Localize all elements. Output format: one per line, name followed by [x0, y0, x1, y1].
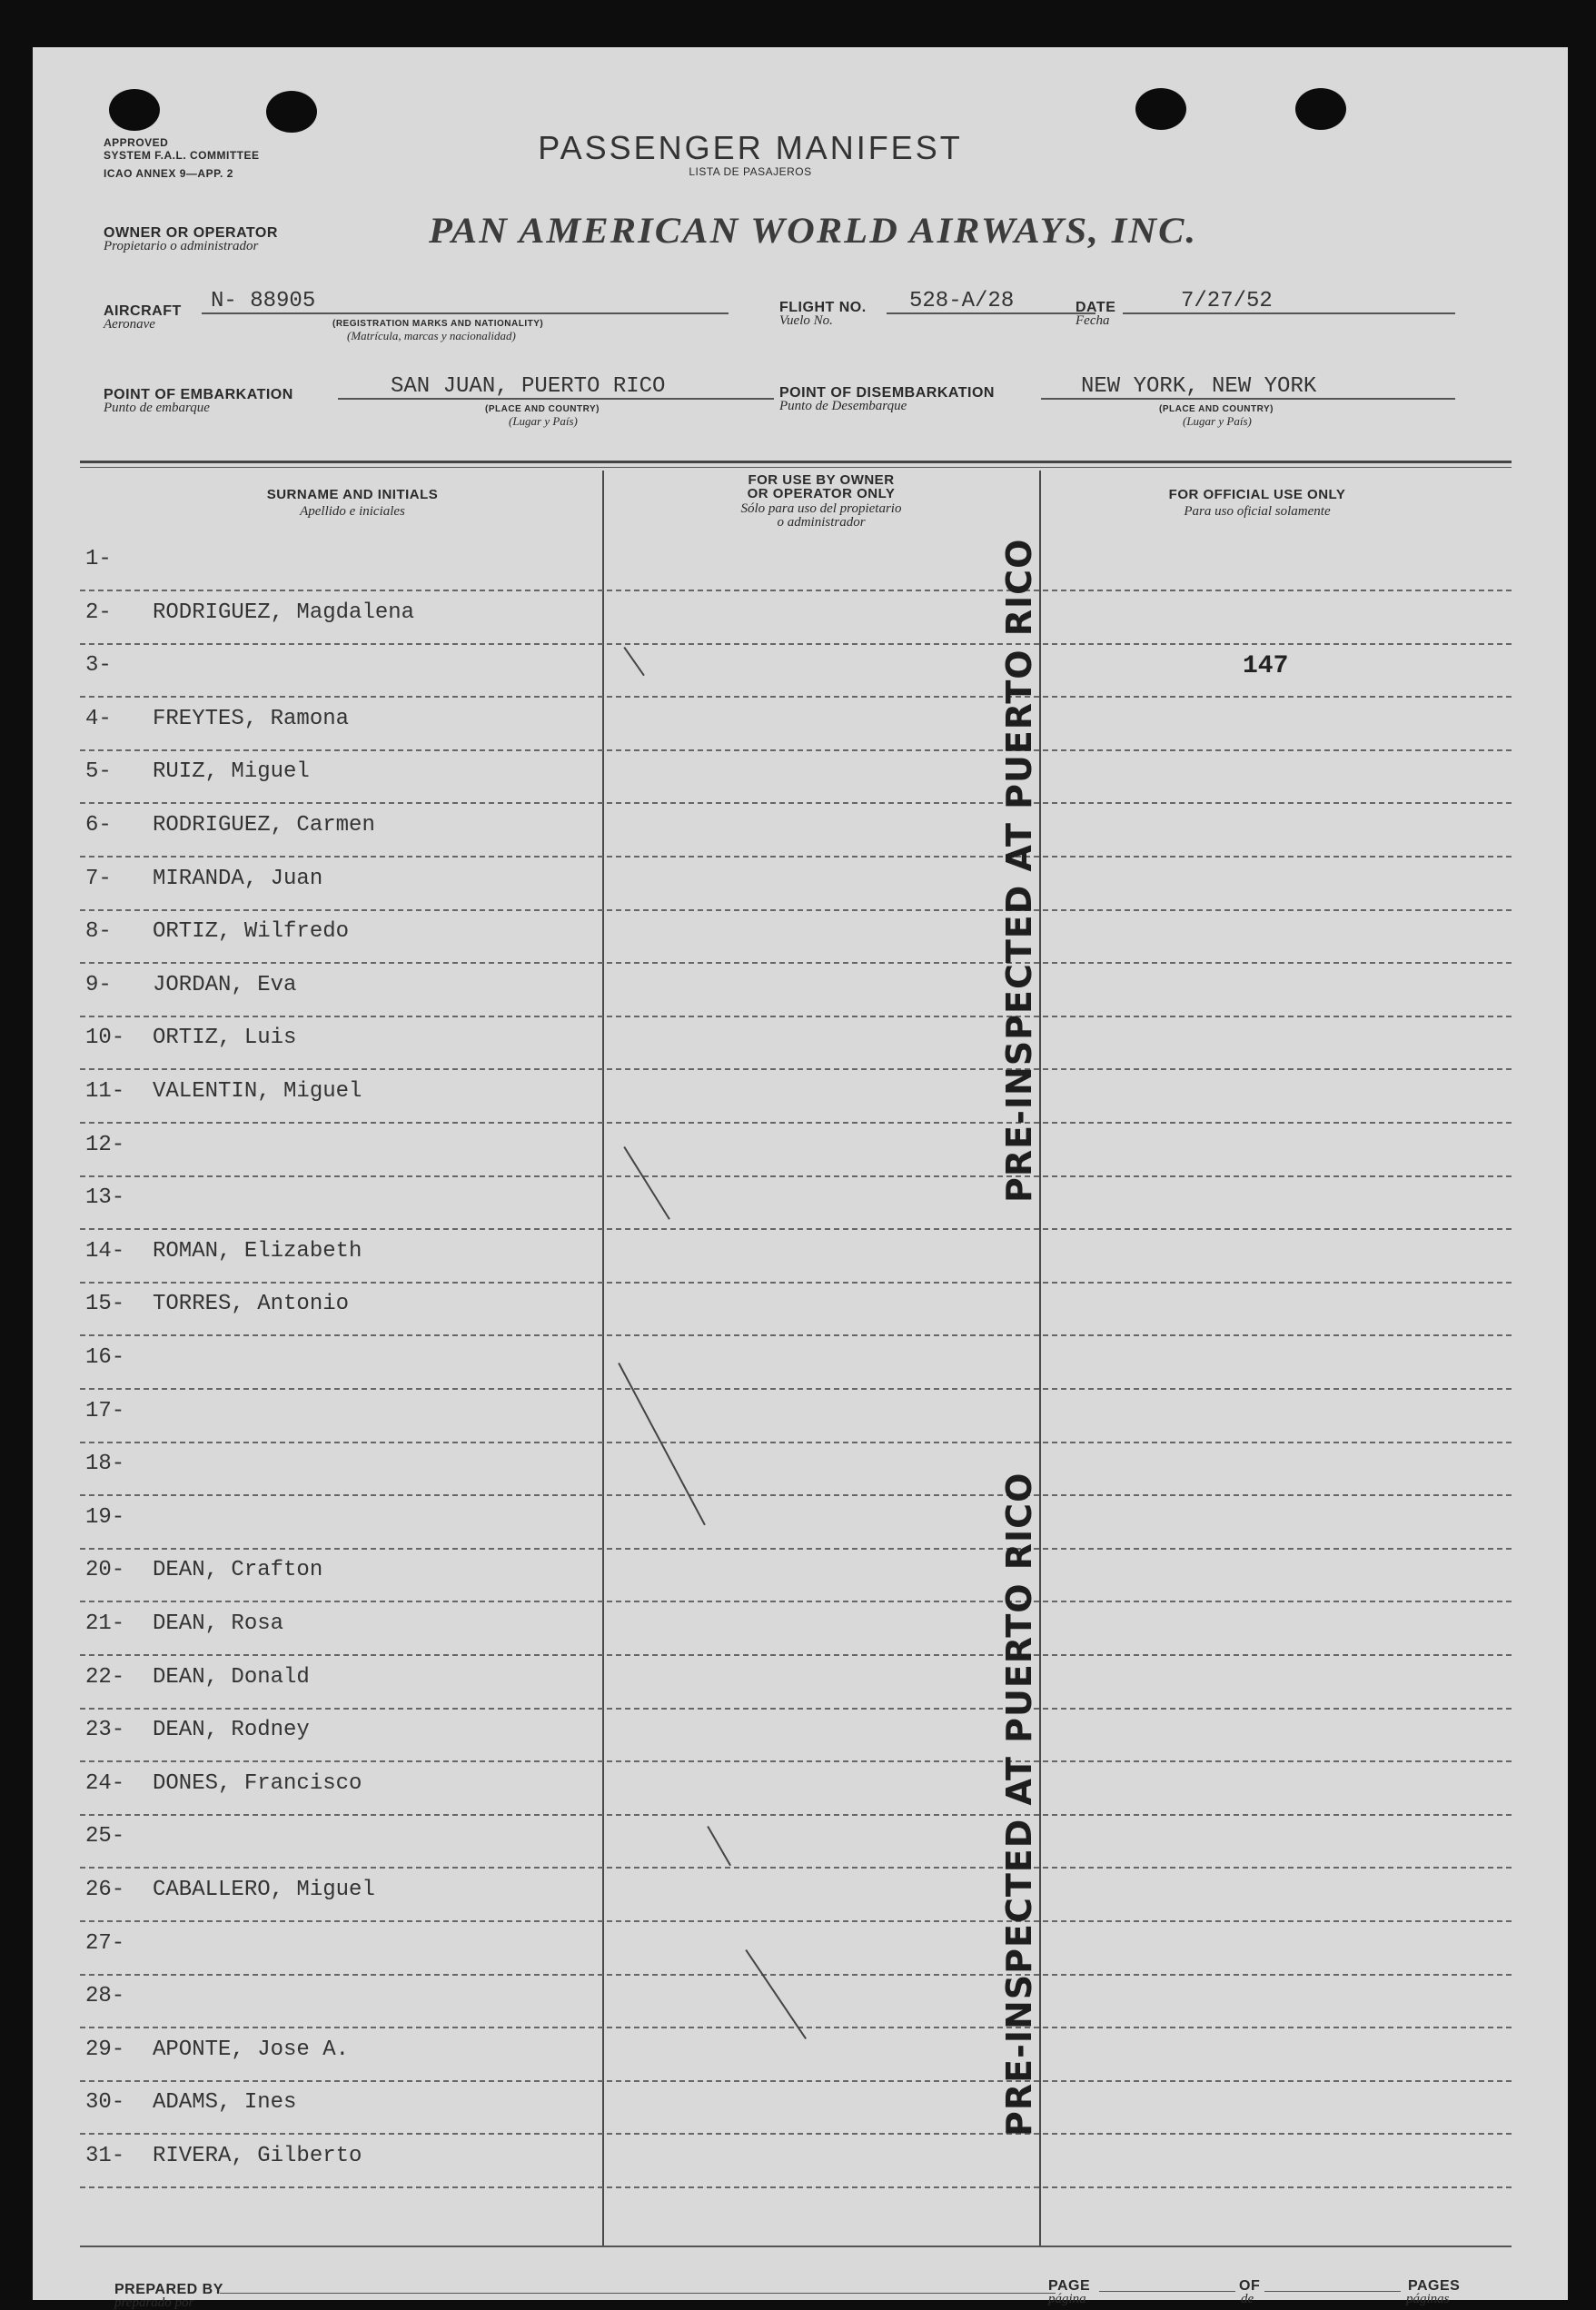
date-value: 7/27/52 [1181, 289, 1273, 313]
row-number: 28- [85, 1984, 125, 2008]
flight-label: FLIGHT NO. [779, 300, 867, 315]
row-number: 10- [85, 1026, 125, 1050]
row-line [80, 1228, 1512, 1230]
col-divider-1 [602, 471, 604, 2246]
table-bottom-rule [80, 2246, 1512, 2247]
of-label-es: de [1241, 2292, 1254, 2306]
owner-value: PAN AMERICAN WORLD AIRWAYS, INC. [429, 210, 1198, 251]
row-number: 16- [85, 1345, 125, 1370]
passenger-name: VALENTIN, Miguel [153, 1079, 362, 1104]
aircraft-note-es: (Matrícula, marcas y nacionalidad) [347, 329, 516, 342]
passenger-name: DONES, Francisco [153, 1771, 362, 1796]
disembarkation-value: NEW YORK, NEW YORK [1081, 374, 1317, 399]
embarkation-note-es: (Lugar y País) [509, 414, 578, 428]
row-number: 30- [85, 2090, 125, 2115]
date-line [1123, 312, 1455, 314]
row-line [80, 1282, 1512, 1284]
approval-line-3: ICAO ANNEX 9—APP. 2 [104, 167, 233, 180]
passenger-name: TORRES, Antonio [153, 1292, 350, 1316]
embarkation-label-es: Punto de embarque [104, 401, 210, 415]
flight-label-es: Vuelo No. [779, 313, 833, 328]
col-owner-header-es-2: o administrador [777, 515, 866, 530]
row-number: 3- [85, 653, 112, 678]
passenger-name: RODRIGUEZ, Carmen [153, 813, 375, 838]
disembarkation-label: POINT OF DISEMBARKATION [779, 385, 995, 401]
passenger-name: DEAN, Rodney [153, 1718, 310, 1742]
check-mark [618, 1363, 706, 1525]
prepared-by-label-es: preparado por [114, 2295, 194, 2310]
aircraft-line [202, 312, 729, 314]
passenger-name: RODRIGUEZ, Magdalena [153, 600, 415, 625]
table-top-rule [80, 461, 1512, 463]
passenger-name: FREYTES, Ramona [153, 707, 350, 731]
row-line [80, 2027, 1512, 2028]
row-line [80, 1068, 1512, 1070]
aircraft-value: N- 88905 [211, 289, 316, 313]
row-line [80, 856, 1512, 858]
check-mark [623, 647, 644, 676]
col-divider-2 [1039, 471, 1041, 2246]
col-official-header-es: Para uso oficial solamente [1184, 504, 1331, 519]
row-line [80, 1867, 1512, 1869]
row-number: 27- [85, 1931, 125, 1956]
official-number: 147 [1243, 652, 1289, 680]
row-line [80, 1388, 1512, 1390]
row-line [80, 1601, 1512, 1602]
prepared-by-line [220, 2293, 1056, 2294]
punch-hole [1135, 88, 1186, 130]
row-line [80, 2186, 1512, 2188]
check-mark [623, 1146, 670, 1220]
passenger-name: ORTIZ, Wilfredo [153, 919, 350, 944]
aircraft-label: AIRCRAFT [104, 303, 182, 319]
row-line [80, 1760, 1512, 1762]
approval-line-1: APPROVED [104, 136, 169, 149]
row-number: 4- [85, 707, 112, 731]
row-number: 2- [85, 600, 112, 625]
row-number: 29- [85, 2037, 125, 2062]
row-number: 23- [85, 1718, 125, 1742]
row-number: 12- [85, 1133, 125, 1157]
passenger-name: CABALLERO, Miguel [153, 1878, 375, 1902]
row-line [80, 1442, 1512, 1443]
disembarkation-note-es: (Lugar y País) [1183, 414, 1252, 428]
passenger-name: RIVERA, Gilberto [153, 2144, 362, 2168]
passenger-name: JORDAN, Eva [153, 973, 297, 997]
row-number: 6- [85, 813, 112, 838]
manifest-sheet [33, 47, 1568, 2310]
row-line [80, 1175, 1512, 1177]
embarkation-note: (PLACE AND COUNTRY) [485, 404, 600, 414]
preinspected-stamp: PRE-INSPECTED AT PUERTO RICO [999, 538, 1039, 1203]
row-line [80, 590, 1512, 591]
approval-line-2: SYSTEM F.A.L. COMMITTEE [104, 149, 260, 162]
passenger-name: DEAN, Donald [153, 1665, 310, 1690]
row-line [80, 2133, 1512, 2135]
row-line [80, 643, 1512, 645]
owner-label: OWNER OR OPERATOR [104, 225, 278, 241]
row-line [80, 1334, 1512, 1336]
col-owner-header-2: OR OPERATOR ONLY [747, 486, 896, 501]
table-top-rule-2 [80, 467, 1512, 468]
col-surname-header: SURNAME AND INITIALS [266, 487, 439, 502]
row-number: 25- [85, 1824, 125, 1849]
row-line [80, 909, 1512, 911]
row-number: 8- [85, 919, 112, 944]
date-label-es: Fecha [1076, 313, 1110, 328]
prepared-by-label: PREPARED BY [114, 2282, 223, 2297]
pages-label-es: páginas [1406, 2292, 1450, 2306]
row-number: 18- [85, 1452, 125, 1476]
row-number: 22- [85, 1665, 125, 1690]
row-line [80, 1974, 1512, 1976]
disembarkation-note: (PLACE AND COUNTRY) [1159, 404, 1274, 414]
page-label-es: página [1048, 2292, 1086, 2306]
row-number: 9- [85, 973, 112, 997]
passenger-name: RUIZ, Miguel [153, 759, 310, 784]
page-label: PAGE [1048, 2278, 1091, 2294]
flight-line [887, 312, 1095, 314]
row-number: 1- [85, 547, 112, 571]
row-line [80, 1708, 1512, 1710]
passenger-name: MIRANDA, Juan [153, 867, 323, 891]
disembarkation-line [1041, 398, 1455, 400]
row-number: 11- [85, 1079, 125, 1104]
row-number: 19- [85, 1505, 125, 1530]
row-number: 17- [85, 1399, 125, 1423]
aircraft-note: (REGISTRATION MARKS AND NATIONALITY) [332, 319, 544, 329]
punch-hole [1295, 88, 1346, 130]
passenger-name: ADAMS, Ines [153, 2090, 297, 2115]
row-number: 20- [85, 1558, 125, 1582]
embarkation-line [338, 398, 774, 400]
row-number: 26- [85, 1878, 125, 1902]
page-title-es: LISTA DE PASAJEROS [689, 165, 812, 178]
row-line [80, 1122, 1512, 1124]
disembarkation-label-es: Punto de Desembarque [779, 399, 907, 413]
row-line [80, 1920, 1512, 1922]
passenger-name: ORTIZ, Luis [153, 1026, 297, 1050]
punch-hole [109, 89, 160, 131]
col-surname-header-es: Apellido e iniciales [300, 504, 405, 519]
row-line [80, 2080, 1512, 2082]
row-number: 5- [85, 759, 112, 784]
row-number: 14- [85, 1239, 125, 1264]
embarkation-label: POINT OF EMBARKATION [104, 387, 293, 402]
row-number: 24- [85, 1771, 125, 1796]
flight-value: 528-A/28 [909, 289, 1015, 313]
page-line [1099, 2291, 1235, 2292]
owner-label-es: Propietario o administrador [104, 239, 259, 253]
row-line [80, 1494, 1512, 1496]
row-line [80, 1548, 1512, 1550]
row-number: 21- [85, 1611, 125, 1636]
row-number: 15- [85, 1292, 125, 1316]
passenger-name: DEAN, Crafton [153, 1558, 323, 1582]
row-line [80, 1016, 1512, 1017]
row-line [80, 962, 1512, 964]
row-line [80, 1654, 1512, 1656]
passenger-name: DEAN, Rosa [153, 1611, 284, 1636]
row-line [80, 749, 1512, 751]
row-line [80, 1814, 1512, 1816]
date-label: DATE [1076, 300, 1116, 315]
pages-label: PAGES [1408, 2278, 1461, 2294]
row-number: 13- [85, 1185, 125, 1210]
passenger-name: APONTE, Jose A. [153, 2037, 350, 2062]
punch-hole [266, 91, 317, 133]
of-line [1264, 2291, 1401, 2292]
aircraft-label-es: Aeronave [104, 317, 155, 332]
col-official-header: FOR OFFICIAL USE ONLY [1168, 487, 1346, 502]
row-number: 31- [85, 2144, 125, 2168]
col-owner-header-es-1: Sólo para uso del propietario [740, 501, 902, 516]
of-label: OF [1239, 2278, 1261, 2294]
page-title: PASSENGER MANIFEST [538, 129, 963, 166]
check-mark [707, 1826, 731, 1866]
row-line [80, 802, 1512, 804]
preinspected-stamp: PRE-INSPECTED AT PUERTO RICO [999, 1472, 1039, 2137]
row-line [80, 696, 1512, 698]
col-owner-header-1: FOR USE BY OWNER [748, 472, 895, 488]
row-number: 7- [85, 867, 112, 891]
embarkation-value: SAN JUAN, PUERTO RICO [391, 374, 666, 399]
passenger-name: ROMAN, Elizabeth [153, 1239, 362, 1264]
